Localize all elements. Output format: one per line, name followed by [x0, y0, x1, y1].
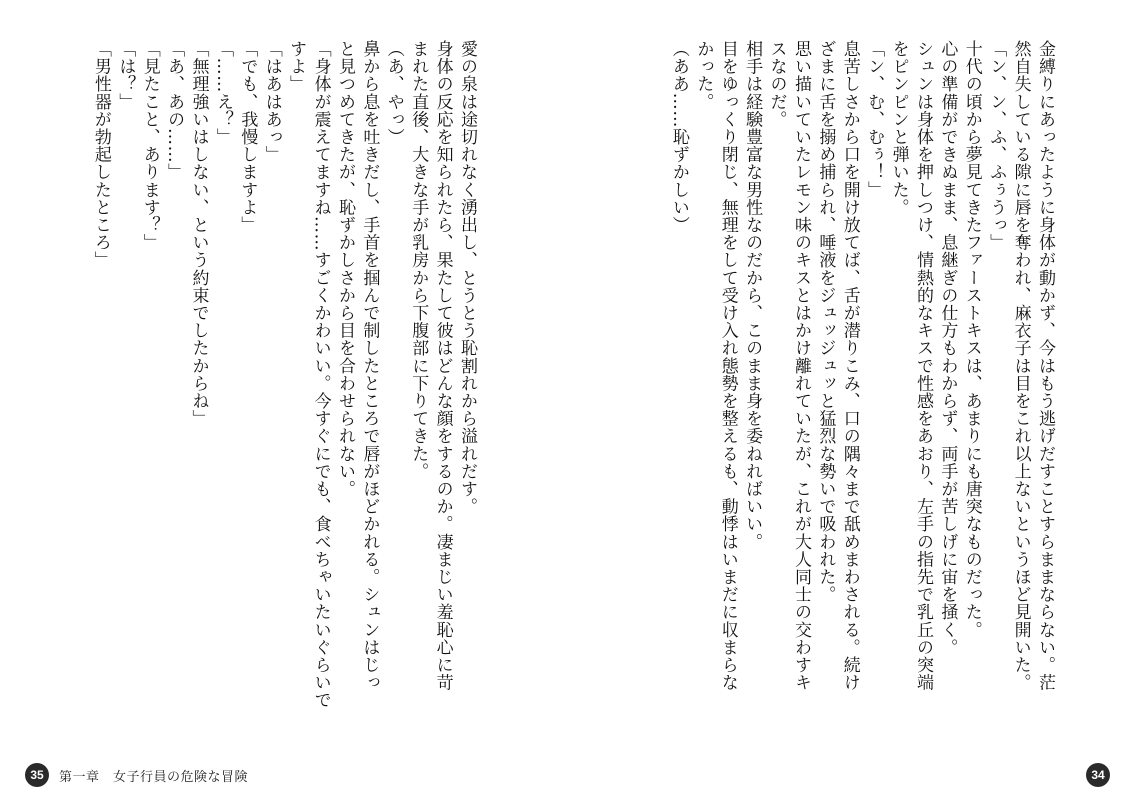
text-line: 「身体が震えてますね……すごくかわいい。今すぐにでも、食べちゃいたいぐらいで: [310, 40, 331, 709]
footer-left: [25, 762, 248, 788]
text-line: シュンは身体を押しつけ、情熱的なキスで性感をあおり、左手の指先で乳丘の突端: [912, 40, 933, 692]
text-line: と見つめてきたが、恥ずかしさから目を合わせられない。: [334, 40, 355, 498]
text-line: 「……え？」: [212, 40, 233, 146]
text-line: 「でも、我慢しますよ」: [237, 40, 258, 234]
text-line: 心の準備ができぬまま、息継ぎの仕方もわからず、両手が苦しげに宙を掻く。: [937, 40, 958, 656]
text-line: 「男性器が勃起したところ」: [90, 40, 111, 269]
text-line: 「あ、あの……」: [164, 40, 185, 181]
text-line: 身体の反応を知られたら、果たして彼はどんな顔をするのか。凄まじい羞恥心に苛: [432, 40, 453, 692]
body-text-left: [90, 40, 479, 730]
body-text-right: [668, 40, 1057, 730]
page-number-left: 35: [25, 763, 49, 787]
text-line: （ああ……恥ずかしい）: [668, 40, 689, 234]
text-line: 「ン、む、むぅ！」: [864, 40, 885, 199]
text-line: 息苦しさから口を開け放てば、舌が潜りこみ、口の隅々まで舐めまわされる。続け: [839, 40, 860, 692]
text-line: をピンピンと弾いた。: [888, 40, 909, 216]
footer-right: [1086, 762, 1110, 788]
text-line: 金縛りにあったように身体が動かず、今はもう逃げだすことすらままならない。茫: [1035, 40, 1055, 692]
text-line: 思い描いていたレモン味のキスとはかけ離れていたが、これが大人同士の交わすキ: [790, 40, 811, 692]
text-line: 「無理強いはしない、という約束でしたからね」: [188, 40, 209, 428]
text-line: 「ン、ン、ふ、ふぅうっ」: [986, 40, 1007, 252]
text-line: 鼻から息を吐きだし、手首を掴んで制したところで唇がほどかれる。シュンはじっ: [359, 40, 380, 692]
text-line: 目をゆっくり閉じ、無理をして受け入れ態勢を整えるも、動悸はいまだに収まらな: [717, 40, 738, 692]
text-line: 相手は経験豊富な男性なのだから、このまま身を委ねればいい。: [742, 40, 763, 551]
page-number-right: 34: [1086, 763, 1110, 787]
text-line: スなのだ。: [766, 40, 787, 128]
text-line: （あ、やっ）: [383, 40, 404, 146]
text-line: 十代の頃から夢見てきたファーストキスは、あまりにも唐突なものだった。: [961, 40, 982, 639]
running-head: 第一章 女子行員の危険な冒険: [59, 769, 249, 785]
right-page: [567, 0, 1135, 800]
text-line: 「は？」: [115, 40, 136, 111]
text-line: 「はあはあっ」: [261, 40, 282, 164]
text-line: 然自失している隙に唇を奪われ、麻衣子は目をこれ以上ないというほど見開いた。: [1010, 40, 1031, 692]
left-page: [0, 0, 567, 800]
text-line: すよ」: [286, 40, 307, 93]
text-line: ざまに舌を搦め捕られ、唾液をジュッジュッと猛烈な勢いで吸われた。: [815, 40, 836, 604]
text-line: 愛の泉は途切れなく湧出し、とうとう恥割れから溢れだす。: [457, 40, 477, 516]
text-line: かった。: [693, 40, 714, 111]
text-line: 「見たこと、あります？」: [139, 40, 160, 252]
text-line: まれた直後、大きな手が乳房から下腹部に下りてきた。: [408, 40, 429, 480]
